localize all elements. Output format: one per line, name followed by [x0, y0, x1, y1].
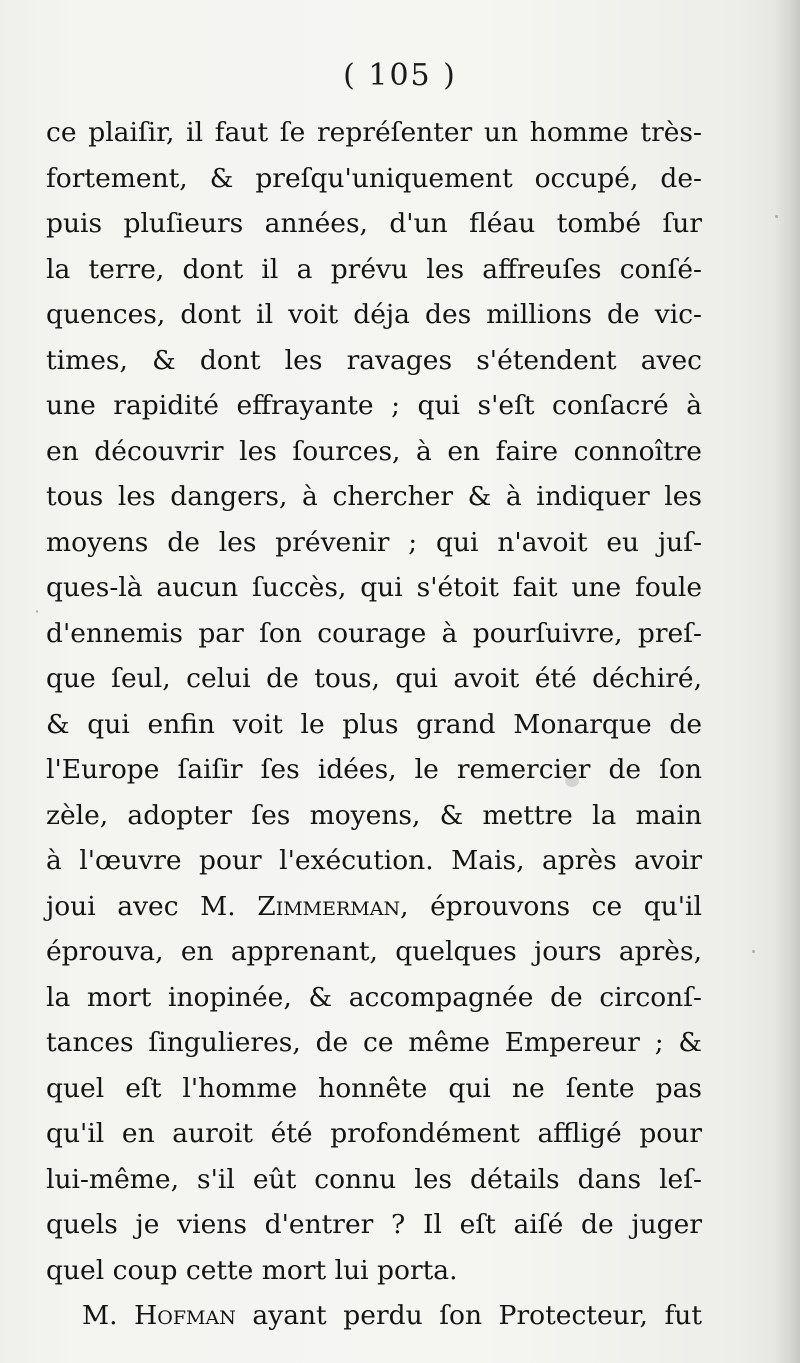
text-segment: ayant perdu ſon Protecteur, fut	[235, 1300, 702, 1331]
text-line: éprouva, en apprenant, quelques jours après,	[46, 936, 702, 967]
text-line-with-name	[46, 884, 702, 930]
paper-speck	[565, 775, 579, 787]
text-line: quel eſt l'homme honnête qui ne ſente pas	[46, 1072, 702, 1104]
text-segment: , éprouvons ce qu'il	[400, 890, 702, 922]
person-name-zimmerman: Zimmerman	[257, 890, 401, 922]
text-line: à l'œuvre pour l'exécution. Mais, après avoir	[46, 845, 702, 876]
text-line: moyens de les prévenir ; qui n'avoit eu juſ-	[46, 526, 702, 558]
text-line: tous les dangers, à chercher & à indiquer les	[46, 481, 702, 512]
text-line: la mort inopinée, & accompagnée de circonſ-	[46, 981, 702, 1013]
text-line: times, & dont les ravages s'étendent avec	[46, 344, 702, 376]
text-line: zèle, adopter ſes moyens, & mettre la main	[46, 799, 702, 831]
text-line: quences, dont il voit déja des millions de vic-	[46, 299, 702, 330]
text-line: en découvrir les ſources, à en faire connoître	[46, 435, 702, 467]
page-number: ( 105 )	[343, 58, 457, 93]
page-edge-shadow	[774, 0, 800, 1363]
text-segment: M.	[82, 1300, 135, 1331]
paper-speck	[775, 215, 778, 218]
text-segment: joui avec M.	[46, 890, 258, 922]
text-line: puis pluſieurs années, d'un fléau tombé ſur	[46, 208, 702, 239]
text-line: lui-même, s'il eût connu les détails dans leſ-	[46, 1163, 702, 1195]
text-line: & qui enfin voit le plus grand Monarque de	[46, 708, 702, 740]
text-line: ce plaiſir, il faut ſe repréſenter un homme très-	[46, 117, 702, 148]
paper-speck	[752, 950, 755, 953]
text-line: la terre, dont il a prévu les affreuſes conſé-	[46, 253, 702, 285]
paragraph-last-line: quel coup cette mort lui porta.	[46, 1254, 458, 1286]
paper-speck	[36, 610, 38, 613]
text-line: que ſeul, celui de tous, qui avoit été déchiré,	[46, 663, 702, 694]
text-line: ques-là aucun ſuccès, qui s'étoit fait une foule	[46, 572, 702, 603]
text-line: fortement, & preſqu'uniquement occupé, de-	[46, 162, 702, 194]
text-line: l'Europe ſaiſir ſes idées, le remercier de ſon	[46, 754, 702, 785]
text-line: une rapidité effrayante ; qui s'eſt conſacré à	[46, 390, 702, 421]
text-line: d'ennemis par ſon courage à pourſuivre, preſ-	[46, 617, 702, 649]
paragraph-first-line	[46, 1293, 702, 1339]
body-text	[46, 110, 702, 1339]
text-line: quels je viens d'entrer ? Il eſt aiſé de juger	[46, 1209, 702, 1240]
text-line: tances ſingulieres, de ce même Empereur ; &	[46, 1027, 702, 1058]
text-line: qu'il en auroit été profondément affligé pour	[46, 1118, 702, 1149]
person-name-hofman: Hofman	[134, 1300, 236, 1331]
